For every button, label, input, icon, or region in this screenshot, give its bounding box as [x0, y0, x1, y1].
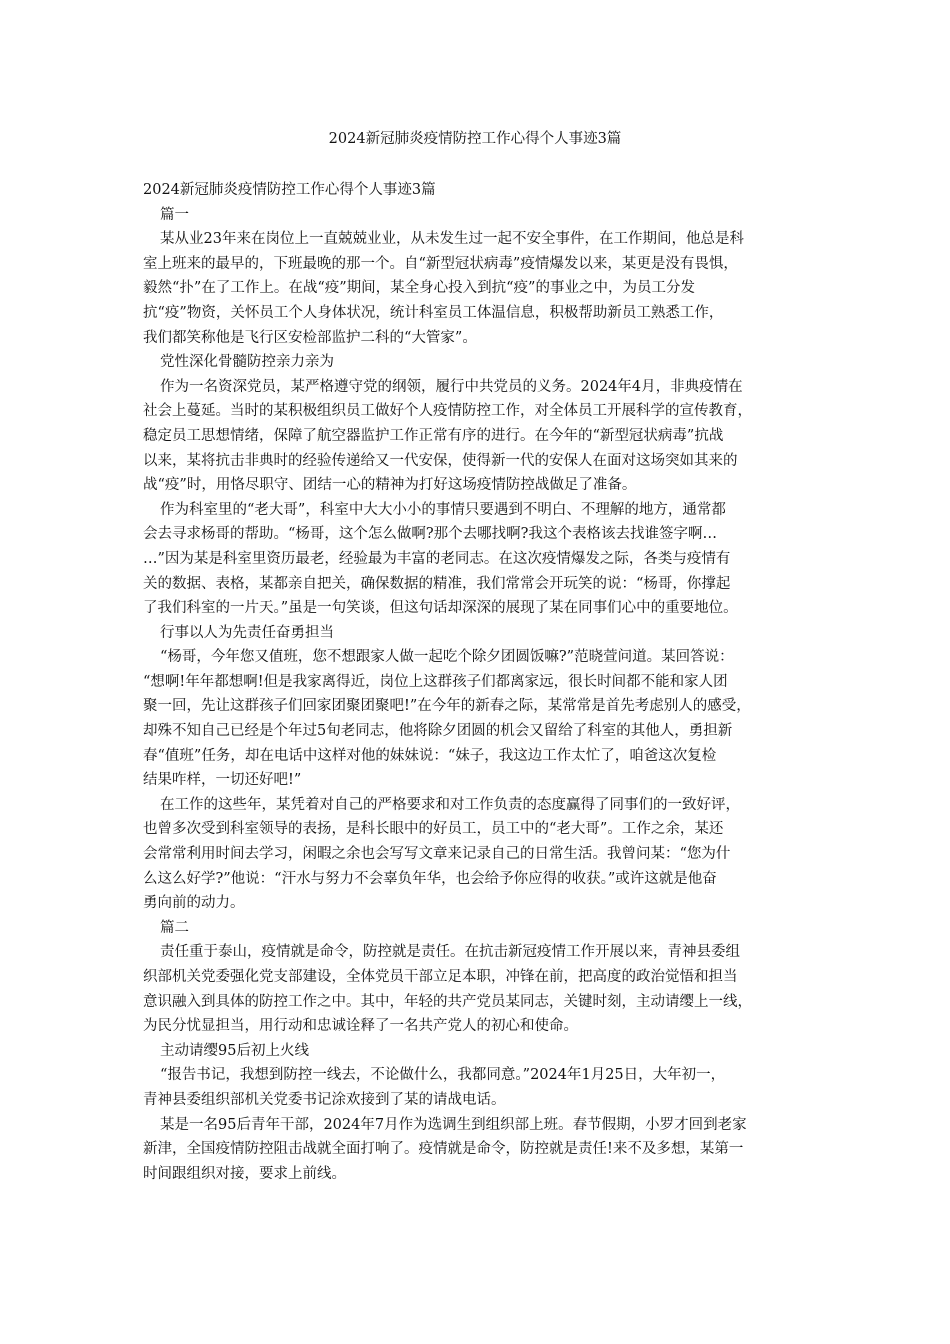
- text-line: 我们都笑称他是飞行区安检部监护二科的“大管家”。: [143, 329, 477, 346]
- text-line: “想啊!年年都想啊!但是我家离得近，岗位上这群孩子们都离家远，很长时间都不能和家人团: [143, 673, 728, 690]
- text-line: 战“疫”时，用恪尽职守、团结一心的精神为打好这场疫情防控战做足了准备。: [143, 477, 637, 494]
- text-line: 关的数据、表格，某都亲自把关，确保数据的精准，我们常常会开玩笑的说：“杨哥，你撑起: [143, 575, 731, 592]
- text-line: 社会上蔓延。当时的某积极组织员工做好个人疫情防控工作，对全体员工开展科学的宣传教育，: [143, 403, 752, 420]
- text-line: 抗“疫”物资，关怀员工个人身体状况，统计科室员工体温信息，积极帮助新员工熟悉工作，: [143, 304, 724, 321]
- text-line: 勇向前的动力。: [143, 895, 245, 912]
- text-line: 么这么好学?”他说：“汗水与努力不会辜负年华，也会给予你应得的收获。”或许这就是他奋: [143, 870, 717, 887]
- text-line: “杨哥，今年您又值班，您不想跟家人做一起吃个除夕团圆饭嘛?”范晓萱问道。某回答说：: [160, 649, 734, 666]
- text-line: 新津，全国疫情防控阻击战就全面打响了。疫情就是命令，防控就是责任!来不及多想，某第一: [143, 1141, 744, 1158]
- text-line: 篇二: [160, 919, 189, 936]
- text-line: 在工作的这些年，某凭着对自己的严格要求和对工作负责的态度赢得了同事们的一致好评，: [160, 796, 740, 813]
- text-line: 某是一名95后青年干部，2024年7月作为选调生到组织部上班。春节假期，小罗才回到老家: [160, 1116, 747, 1133]
- text-line: 会去寻求杨哥的帮助。“杨哥，这个怎么做啊?那个去哪找啊?我这个表格该去找谁签字啊…: [143, 526, 717, 543]
- text-line: 时间跟组织对接，要求上前线。: [143, 1165, 346, 1182]
- text-line: 毅然“扑”在了工作上。在战“疫”期间，某全身心投入到抗“疫”的事业之中，为员工分发: [143, 280, 695, 297]
- text-line: 也曾多次受到科室领导的表扬，是科长眼中的好员工，员工中的“老大哥”。工作之余，某还: [143, 821, 724, 838]
- text-line: 党性深化骨髓防控亲力亲为: [160, 354, 334, 371]
- text-line: 作为一名资深党员，某严格遵守党的纲领，履行中共党员的义务。2024年4月，非典疫情在: [160, 378, 743, 395]
- text-line: 织部机关党委强化党支部建设，全体党员干部立足本职，冲锋在前，把高度的政治觉悟和担当: [143, 969, 738, 985]
- text-line: 聚一回，先让这群孩子们回家团聚团聚吧!”在今年的新春之际，某常常是首先考虑别人的感受，: [143, 698, 751, 715]
- text-line: 室上班来的最早的，下班最晚的那一个。自“新型冠状病毒”疫情爆发以来，某更是没有畏惧，: [143, 255, 738, 272]
- text-line: 了我们科室的一片天。”虽是一句笑谈，但这句话却深深的展现了某在同事们心中的重要地位。: [143, 600, 738, 617]
- text-line: 篇一: [160, 206, 189, 223]
- text-line: …”因为某是科室里资历最老，经验最为丰富的老同志。在这次疫情爆发之际，各类与疫情有: [143, 550, 731, 567]
- text-line: 会常常利用时间去学习，闲暇之余也会写写文章来记录自己的日常生活。我曾问某：“您为什: [143, 846, 731, 863]
- text-line: 意识融入到具体的防控工作之中。其中，年轻的共产党员某同志，关键时刻，主动请缨上一线，: [143, 993, 752, 1010]
- text-line: 春“值班”任务，却在电话中这样对他的妹妹说：“妹子，我这边工作太忙了，咱爸这次复检: [143, 747, 717, 764]
- document-title: 2024新冠肺炎疫情防控工作心得个人事迹3篇: [328, 131, 622, 147]
- text-line: 2024新冠肺炎疫情防控工作心得个人事迹3篇: [143, 182, 436, 198]
- document-body: [143, 178, 833, 1186]
- text-line: “报告书记，我想到防控一线去，不论做什么，我都同意。”2024年1月25日，大年初一，: [160, 1067, 726, 1084]
- text-line: 却殊不知自己已经是个年过5旬老同志，他将除夕团圆的机会又留给了科室的其他人，勇担新: [143, 723, 733, 740]
- text-line: 主动请缨95后初上火线: [160, 1042, 309, 1059]
- text-line: 某从业23年来在岗位上一直兢兢业业，从未发生过一起不安全事件，在工作期间，他总是科: [160, 231, 744, 248]
- text-line: 稳定员工思想情绪，保障了航空器监护工作正常有序的进行。在今年的“新型冠状病毒”抗战: [143, 427, 724, 444]
- text-line: 以来，某将抗击非典时的经验传递给又一代安保，使得新一代的安保人在面对这场突如其来的: [143, 452, 738, 469]
- text-line: 青神县委组织部机关党委书记涂欢接到了某的请战电话。: [143, 1091, 506, 1108]
- text-line: 行事以人为先责任奋勇担当: [160, 624, 334, 641]
- text-line: 责任重于泰山，疫情就是命令，防控就是责任。在抗击新冠疫情工作开展以来，青神县委组: [160, 944, 740, 961]
- text-line: 作为科室里的“老大哥”，科室中大大小小的事情只要遇到不明白、不理解的地方，通常都: [160, 501, 726, 518]
- text-line: 结果咋样，一切还好吧!”: [143, 772, 302, 789]
- text-line: 为民分忧显担当，用行动和忠诚诠释了一名共产党人的初心和使命。: [143, 1018, 578, 1035]
